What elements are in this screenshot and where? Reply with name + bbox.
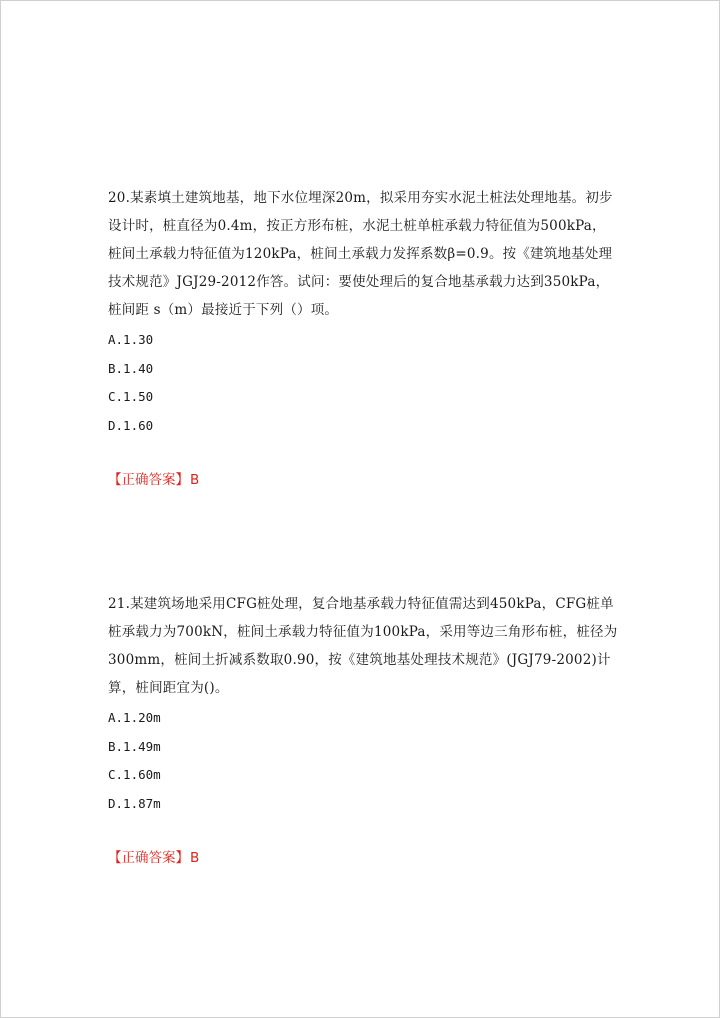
answer-value: B: [190, 850, 200, 866]
question-20: [108, 184, 618, 440]
answer-20: [108, 468, 199, 488]
answer-label: 【正确答案】: [108, 472, 189, 488]
answer-label: 【正确答案】: [108, 850, 189, 866]
option-c: C.1.60m: [108, 767, 161, 782]
question-stem: 20.某素填土建筑地基，地下水位埋深20m，拟采用夯实水泥土桩法处理地基。初步设计时，桩直径为0.4m，按正方形布桩，水泥土桩单桩承载力特征值为500kPa，桩间土承载力特征值为120kPa，桩间土承载力发挥系数β=0.9。按《建筑地基处理技术规范》JGJ29-2012作答。试问：要使处理后的复合地基承载力达到350kPa，桩间距 s（m）最接近于下列（）项。: [108, 190, 613, 318]
option-a: A.1.20m: [108, 710, 161, 725]
option-d: D.1.87m: [108, 795, 161, 811]
question-stem: 21.某建筑场地采用CFG桩处理，复合地基承载力特征值需达到450kPa，CFG桩单桩承载力为700kN，桩间土承载力特征值为100kPa，采用等边三角形布桩，桩径为300mm，桩间土折减系数取0.90，按《建筑地基处理技术规范》(JGJ79-2002)计算，桩间距宜为()。: [108, 596, 618, 696]
question-21: [108, 590, 618, 818]
answer-value: B: [190, 472, 200, 488]
option-c: C.1.50: [108, 389, 154, 404]
option-a: A.1.30: [108, 332, 154, 347]
option-list: [108, 326, 618, 440]
option-b: B.1.49m: [108, 738, 161, 754]
option-b: B.1.40: [108, 360, 154, 376]
option-list: [108, 704, 618, 818]
option-d: D.1.60: [108, 417, 154, 433]
answer-21: [108, 846, 199, 866]
